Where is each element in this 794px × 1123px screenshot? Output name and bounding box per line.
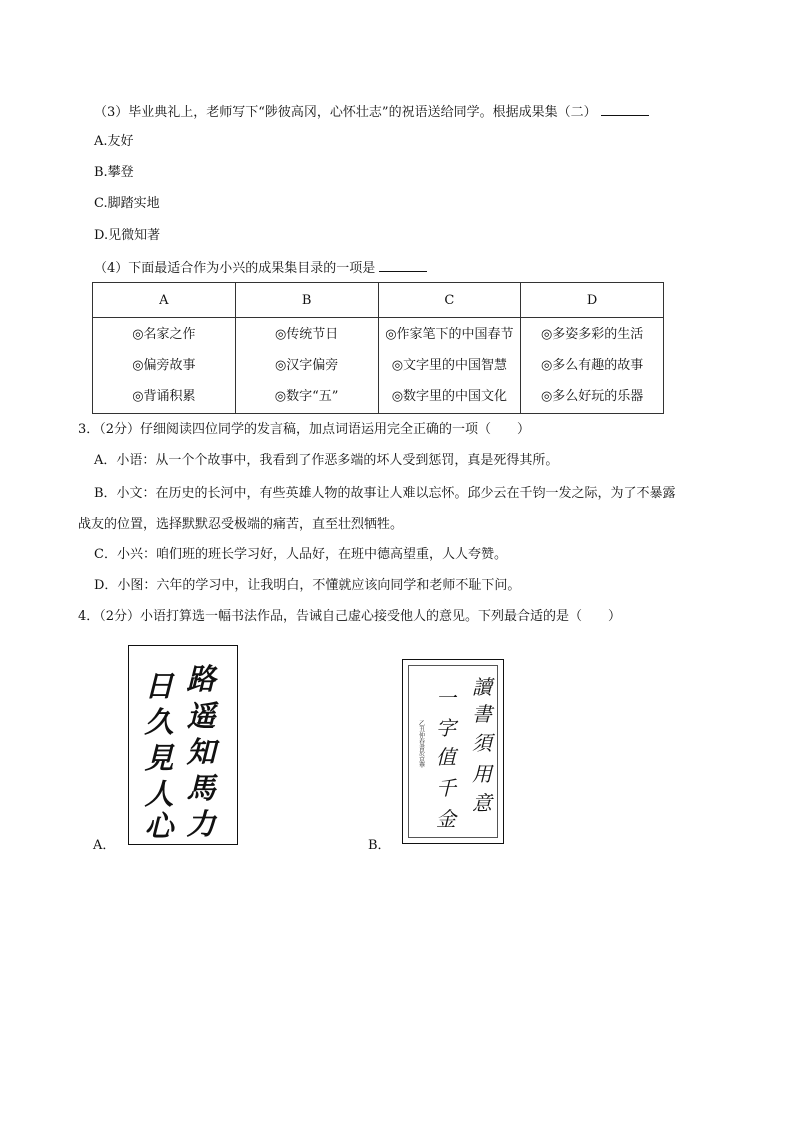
option-d[interactable]: D.见微知著 (94, 228, 161, 243)
calligraphy-char: 值 (436, 745, 456, 769)
answer-blank[interactable] (379, 259, 427, 272)
option-c[interactable]: C.脚踏实地 (94, 196, 160, 211)
table-cell-c (378, 318, 521, 414)
calligraphy-char: 見 (144, 741, 174, 775)
table-item: ◎传统节日 (274, 327, 339, 342)
calligraphy-char: 一 (436, 686, 456, 710)
table-header-c[interactable]: C (378, 283, 521, 318)
table-row (93, 318, 664, 414)
table-item: ◎多么有趣的故事 (540, 358, 644, 373)
table-item: ◎汉字偏旁 (274, 358, 339, 373)
calligraphy-b-artwork (403, 660, 503, 843)
calligraphy-b-label[interactable]: B． (368, 838, 391, 853)
option-b[interactable]: B.攀登 (94, 165, 134, 180)
q3-sub-prompt-text: （3）毕业典礼上，老师写下“陟彼高冈，心怀壮志”的祝语送给同学。根据成果集（二） (94, 105, 597, 120)
table-cell-d (521, 318, 664, 414)
table-item: ◎背诵积累 (132, 389, 196, 404)
calligraphy-char: 日 (144, 669, 174, 703)
calligraphy-char: 久 (144, 705, 174, 739)
question-3-option-b-line2[interactable]: 战友的位置，选择默默忍受极端的痛苦，直至壮烈牺牲。 (78, 517, 404, 532)
calligraphy-b[interactable] (402, 659, 504, 844)
table-cell-a (93, 318, 236, 414)
question-3-stem: 3．（2分）仔细阅读四位同学的发言稿，加点词语运用完全正确的一项（ ） (78, 422, 531, 437)
table-header-row (93, 283, 664, 318)
calligraphy-char: 書 (472, 702, 492, 726)
calligraphy-char: 千 (436, 776, 456, 800)
calligraphy-a-label[interactable]: A． (93, 838, 116, 853)
question-3-option-d[interactable]: D．小图：六年的学习中，让我明白，不懂就应该向同学和老师不耻下问。 (94, 578, 521, 593)
question-3-option-b-line1[interactable]: B．小文：在历史的长河中，有些英雄人物的故事让人难以忘怀。邱少云在千钧一发之际，为了不暴露 (94, 486, 676, 501)
question-4-stem: 4．（2分）小语打算选一幅书法作品，告诫自己虚心接受他人的意见。下列最合适的是（ ） (78, 609, 622, 624)
q3-sub-prompt (94, 103, 649, 122)
calligraphy-char: 力 (186, 807, 216, 841)
question-3-option-a[interactable]: A．小语：从一个个故事中，我看到了作恶多端的坏人受到惩罚，真是死得其所。 (94, 453, 559, 468)
calligraphy-a-artwork (129, 646, 237, 844)
table-header-b[interactable]: B (235, 283, 378, 318)
calligraphy-char: 馬 (186, 771, 216, 805)
calligraphy-char: 須 (472, 731, 492, 755)
option-a[interactable]: A.友好 (94, 134, 134, 149)
calligraphy-a[interactable] (128, 645, 238, 845)
table-item: ◎作家笔下的中国春节 (385, 327, 514, 342)
catalog-table (92, 282, 664, 414)
calligraphy-char: 遥 (186, 699, 216, 733)
calligraphy-char: 金 (436, 807, 456, 831)
calligraphy-char: 知 (186, 735, 216, 769)
calligraphy-char: 讀 (472, 675, 492, 699)
table-item: ◎文字里的中国智慧 (391, 358, 508, 373)
answer-blank[interactable] (601, 103, 649, 116)
table-item: ◎数字里的中国文化 (391, 389, 508, 404)
calligraphy-char: 意 (472, 791, 492, 815)
q4-sub-prompt (94, 259, 427, 278)
calligraphy-inscription: 乙丑仲春書於京華 (417, 720, 425, 768)
table-item: ◎多姿多彩的生活 (540, 327, 644, 342)
calligraphy-char: 字 (436, 716, 456, 740)
table-item: ◎名家之作 (132, 327, 196, 342)
table-header-d[interactable]: D (521, 283, 664, 318)
q4-sub-prompt-text: （4）下面最适合作为小兴的成果集目录的一项是 (94, 261, 376, 276)
calligraphy-char: 用 (472, 762, 492, 786)
calligraphy-char: 心 (144, 809, 174, 843)
table-item: ◎偏旁故事 (132, 358, 196, 373)
calligraphy-char: 人 (144, 777, 174, 811)
calligraphy-char: 路 (186, 662, 216, 696)
table-cell-b (235, 318, 378, 414)
table-item: ◎数字“五” (274, 389, 339, 404)
table-header-a[interactable]: A (93, 283, 236, 318)
table-item: ◎多么好玩的乐器 (540, 389, 644, 404)
question-3-option-c[interactable]: C．小兴：咱们班的班长学习好，人品好，在班中德高望重，人人夸赞。 (94, 547, 507, 562)
